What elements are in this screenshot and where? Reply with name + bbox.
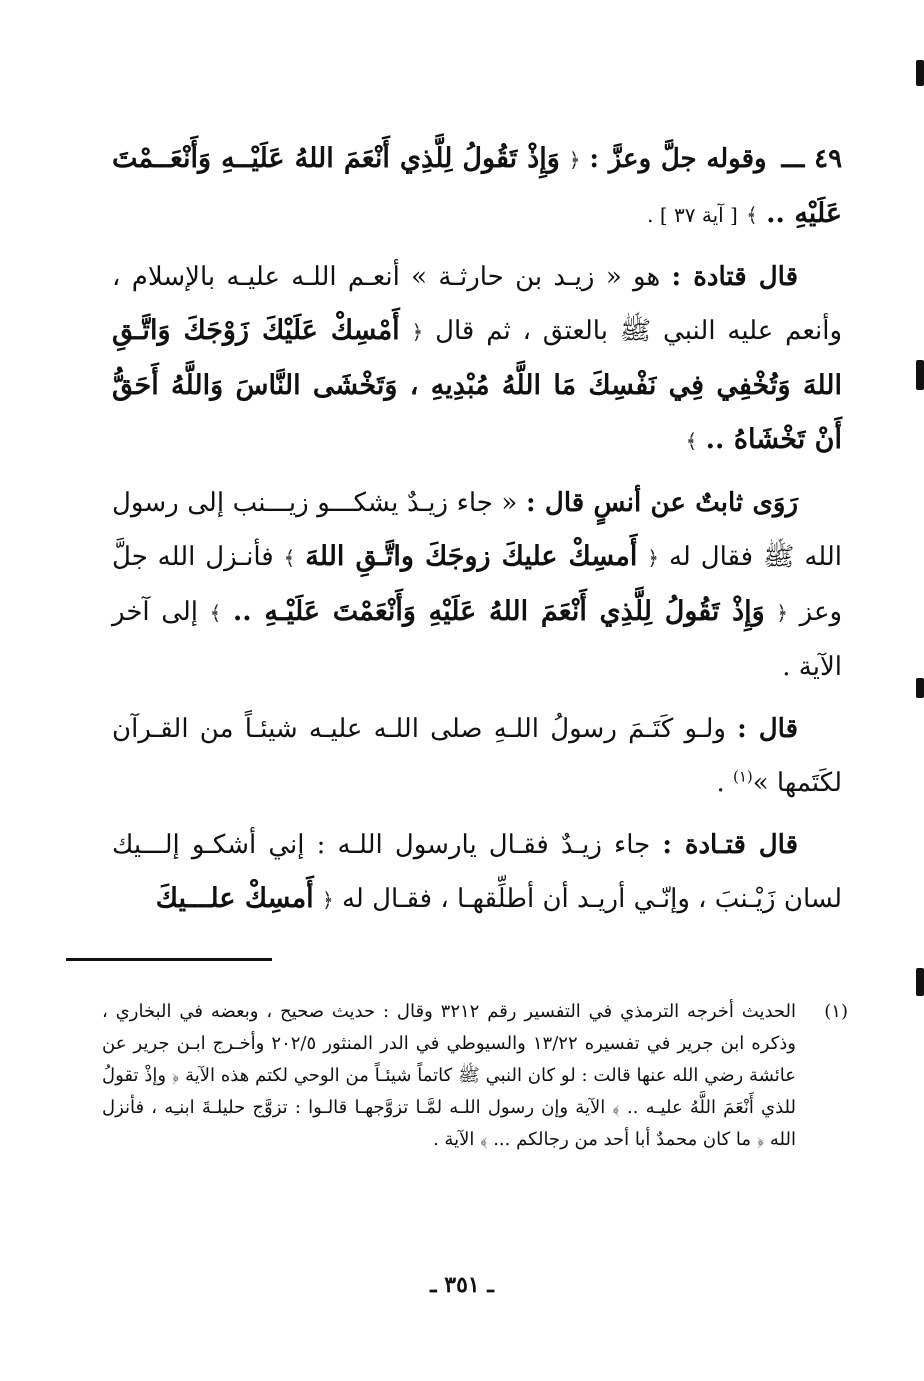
paragraph-qal xyxy=(112,702,842,810)
paragraph-lead: قال قتادة : xyxy=(671,262,799,292)
scan-edge-mark xyxy=(916,968,924,996)
quran-verse: أَمسِكْ عليكَ زوجَكَ واتَّـقِ اللهَ xyxy=(305,541,638,572)
paragraph-text: ولـو كَتَـمَ رسولُ اللـهِ صلى اللـه عليـه شيئـاً من القـرآن لكَتَمها » xyxy=(112,714,842,798)
paragraph-text: فأنـزل الله جلَّ وعز xyxy=(112,542,843,627)
ornate-bracket-open: ﴿ xyxy=(776,601,789,625)
scan-edge-mark xyxy=(916,678,924,698)
footnote-reference[interactable]: (١) xyxy=(732,767,753,786)
ornate-bracket-close: ﴾ xyxy=(685,429,698,453)
paragraph-number: ٤٩ ـــ xyxy=(781,144,843,174)
quran-verse: أَمْسِكْ عَلَيْكَ زَوْجَكَ وَاتَّـقِ اللهَ وَتُخْفِي فِي نَفْسِكَ مَا اللَّهُ مُبْدِيهِ ، وَتَخْشَى النَّاسَ وَاللَّهُ أَحَقُّ أَنْ تَخْشَاهُ .. xyxy=(112,315,842,455)
main-text xyxy=(112,132,842,935)
footnote-number: (١) xyxy=(824,1001,848,1022)
paragraph-lead: رَوَى ثابتٌ عن أنسٍ قال : xyxy=(525,488,799,518)
scan-edge-mark xyxy=(916,360,924,390)
footnote-text: الحديث أخرجه الترمذي في التفسير رقم ٣٢١٢ وقال : حديث صحيح ، وبعضه في البخاري ، وذكره ابن جرير في تفسيره ١٣/٢٢ والسيوطي في الدر المنثور ٢٠٢/٥ وأخـرج ابـن جرير عن عائشة رضي الله عنها قالت : لو كان النبي ﷺ كاتماً شيئـاً من الوحي لكتم هذه الآية ﴿ وإذْ تقولُ للذي أَنْعَمَ اللَّهُ عليـه .. ﴾ الآية وإن رسول اللـه لمَّـا تزوَّجهـا قالـوا : تزوَّج حليلـةَ ابنـِه ، فأنزل الله ﴿ ما كان محمدٌ أبا أحد من رجالكم ... ﴾ الآية . xyxy=(102,1001,797,1150)
page-number: ـ ٣٥١ ـ xyxy=(430,1272,494,1298)
paragraph-qatada-2 xyxy=(112,818,842,927)
ornate-bracket-open: ﴿ xyxy=(647,546,660,570)
paragraph-text: « جاء زيـدٌ يشكـــو زيـــنب إلى رسول الله ﷺ فقال له xyxy=(112,488,843,572)
paragraph-anas xyxy=(112,476,842,694)
ornate-bracket-close: ﴾ xyxy=(746,203,758,227)
ornate-bracket-close: ﴾ xyxy=(283,546,296,570)
ornate-bracket-open: ﴿ xyxy=(321,888,334,912)
verse-reference: [ آية ٣٧ ] . xyxy=(647,203,738,227)
scan-edge-mark xyxy=(916,60,924,86)
ornate-bracket-close: ﴾ xyxy=(209,601,222,625)
paragraph-lead: قال قتـادة : xyxy=(662,830,798,860)
footnote xyxy=(102,996,848,1156)
paragraph-lead: وقوله جلَّ وعزَّ : xyxy=(589,144,767,174)
paragraph-text: هو « زيـد بن حارثـة » أنعـم اللـه عليـه بالإسلام ، وأنعم عليه النبي ﷺ بالعتق ، ثم قال xyxy=(112,262,843,346)
ornate-bracket-open: ﴿ xyxy=(411,320,424,344)
paragraph-text: جاء زيـدٌ فقـال يارسول اللـه : إني أشكـو إلـــيك لسان زَيْـنبَ ، وإنّـي أريـد أن أطلِّقهـا ، فقـال له xyxy=(112,830,842,914)
quran-verse: أَمسِكْ علـــيكَ xyxy=(155,883,314,914)
ornate-bracket-open: ﴿ xyxy=(568,148,581,172)
quran-verse: وَإِذْ تَقُولُ لِلَّذِي أَنْعَمَ اللهُ عَلَيْــهِ وَأَنْعَــمْتَ عَلَيْهِ .. xyxy=(112,143,842,229)
paragraph-lead: قال : xyxy=(737,714,798,744)
footnote-separator xyxy=(66,958,272,961)
paragraph-text: إلى آخر الآية . xyxy=(112,597,842,682)
paragraph-text: . xyxy=(716,768,725,798)
quran-verse: وَإِذْ تَقُولُ لِلَّذِي أَنْعَمَ اللهُ عَلَيْهِ وَأَنْعَمْتَ عَلَيْـهِ .. xyxy=(232,596,765,627)
paragraph-49 xyxy=(112,132,842,242)
paragraph-qatada xyxy=(112,250,842,468)
